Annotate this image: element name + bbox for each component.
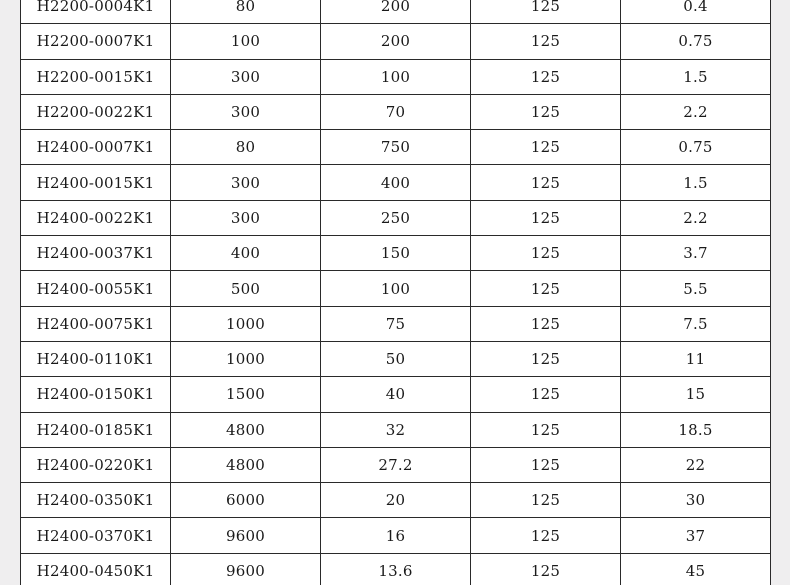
value-cell-3: 125	[471, 518, 621, 553]
value-cell-1: 300	[171, 165, 321, 200]
value-cell-1: 1000	[171, 341, 321, 376]
value-cell-1: 1500	[171, 377, 321, 412]
model-cell: H2400-0007K1	[21, 130, 171, 165]
value-cell-1: 300	[171, 59, 321, 94]
value-cell-2: 20	[321, 483, 471, 518]
value-cell-1: 1000	[171, 306, 321, 341]
value-cell-4: 37	[621, 518, 771, 553]
value-cell-2: 50	[321, 341, 471, 376]
value-cell-3: 125	[471, 271, 621, 306]
spec-table	[20, 0, 771, 585]
value-cell-4: 1.5	[621, 59, 771, 94]
table-row	[21, 236, 771, 271]
value-cell-1: 4800	[171, 412, 321, 447]
model-cell: H2200-0007K1	[21, 24, 171, 59]
value-cell-1: 300	[171, 94, 321, 129]
value-cell-2: 100	[321, 271, 471, 306]
table-row	[21, 165, 771, 200]
model-cell: H2400-0015K1	[21, 165, 171, 200]
value-cell-3: 125	[471, 130, 621, 165]
table-row	[21, 306, 771, 341]
model-cell: H2400-0055K1	[21, 271, 171, 306]
table-row	[21, 200, 771, 235]
table-row	[21, 271, 771, 306]
model-cell: H2400-0110K1	[21, 341, 171, 376]
value-cell-4: 11	[621, 341, 771, 376]
model-cell: H2400-0350K1	[21, 483, 171, 518]
value-cell-3: 125	[471, 24, 621, 59]
value-cell-3: 125	[471, 0, 621, 24]
model-cell: H2400-0150K1	[21, 377, 171, 412]
value-cell-4: 3.7	[621, 236, 771, 271]
value-cell-2: 200	[321, 24, 471, 59]
model-cell: H2400-0370K1	[21, 518, 171, 553]
model-cell: H2400-0037K1	[21, 236, 171, 271]
value-cell-1: 400	[171, 236, 321, 271]
table-row	[21, 130, 771, 165]
value-cell-3: 125	[471, 236, 621, 271]
value-cell-1: 9600	[171, 518, 321, 553]
model-cell: H2200-0022K1	[21, 94, 171, 129]
value-cell-2: 75	[321, 306, 471, 341]
table-row	[21, 447, 771, 482]
value-cell-1: 6000	[171, 483, 321, 518]
table-row	[21, 59, 771, 94]
value-cell-4: 0.75	[621, 130, 771, 165]
value-cell-1: 100	[171, 24, 321, 59]
value-cell-4: 15	[621, 377, 771, 412]
value-cell-2: 150	[321, 236, 471, 271]
table-row	[21, 377, 771, 412]
value-cell-2: 27.2	[321, 447, 471, 482]
value-cell-3: 125	[471, 94, 621, 129]
value-cell-4: 7.5	[621, 306, 771, 341]
value-cell-4: 22	[621, 447, 771, 482]
value-cell-4: 18.5	[621, 412, 771, 447]
value-cell-2: 70	[321, 94, 471, 129]
table-row	[21, 412, 771, 447]
value-cell-2: 16	[321, 518, 471, 553]
model-cell: H2200-0004K1	[21, 0, 171, 24]
value-cell-2: 40	[321, 377, 471, 412]
table-row	[21, 341, 771, 376]
value-cell-4: 5.5	[621, 271, 771, 306]
value-cell-2: 100	[321, 59, 471, 94]
value-cell-1: 300	[171, 200, 321, 235]
value-cell-4: 1.5	[621, 165, 771, 200]
model-cell: H2200-0015K1	[21, 59, 171, 94]
value-cell-4: 2.2	[621, 94, 771, 129]
model-cell: H2400-0220K1	[21, 447, 171, 482]
value-cell-3: 125	[471, 59, 621, 94]
value-cell-3: 125	[471, 341, 621, 376]
table-row	[21, 518, 771, 553]
spec-table-body	[21, 0, 771, 585]
value-cell-3: 125	[471, 447, 621, 482]
table-row	[21, 94, 771, 129]
value-cell-4: 30	[621, 483, 771, 518]
value-cell-4: 45	[621, 553, 771, 585]
table-row	[21, 24, 771, 59]
value-cell-1: 80	[171, 0, 321, 24]
value-cell-1: 4800	[171, 447, 321, 482]
model-cell: H2400-0075K1	[21, 306, 171, 341]
value-cell-3: 125	[471, 412, 621, 447]
value-cell-1: 80	[171, 130, 321, 165]
value-cell-2: 13.6	[321, 553, 471, 585]
model-cell: H2400-0185K1	[21, 412, 171, 447]
value-cell-4: 0.75	[621, 24, 771, 59]
value-cell-2: 750	[321, 130, 471, 165]
value-cell-3: 125	[471, 377, 621, 412]
table-row	[21, 0, 771, 24]
value-cell-2: 250	[321, 200, 471, 235]
value-cell-3: 125	[471, 200, 621, 235]
value-cell-2: 200	[321, 0, 471, 24]
model-cell: H2400-0450K1	[21, 553, 171, 585]
value-cell-1: 9600	[171, 553, 321, 585]
value-cell-2: 400	[321, 165, 471, 200]
table-row	[21, 553, 771, 585]
model-cell: H2400-0022K1	[21, 200, 171, 235]
value-cell-3: 125	[471, 553, 621, 585]
value-cell-4: 2.2	[621, 200, 771, 235]
table-row	[21, 483, 771, 518]
value-cell-1: 500	[171, 271, 321, 306]
value-cell-3: 125	[471, 483, 621, 518]
value-cell-4: 0.4	[621, 0, 771, 24]
value-cell-2: 32	[321, 412, 471, 447]
value-cell-3: 125	[471, 306, 621, 341]
value-cell-3: 125	[471, 165, 621, 200]
